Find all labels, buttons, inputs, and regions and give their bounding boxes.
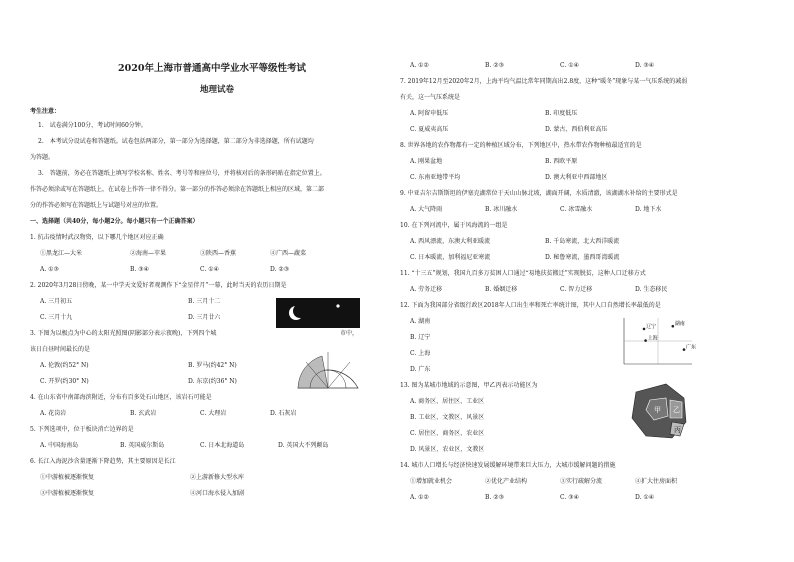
plot-point-label: 湖南 <box>674 321 685 328</box>
q10-option-d: D. 秘鲁寒流，墨西哥湾暖流 <box>545 254 620 261</box>
q14-option-b: B. ②③ <box>485 494 504 501</box>
q9-option-c: C. 冰雪融水 <box>560 206 593 213</box>
question-7b: 有关，这一气压系统是 <box>400 94 461 101</box>
q10-option-b: B. 千岛寒流，北大西洋暖流 <box>545 238 620 245</box>
notice-1: 1. 试卷满分100分，考试时间60分钟。 <box>38 122 147 129</box>
plot-point-label: 上海 <box>647 335 658 342</box>
q6-item-4: ④河口海水侵入加剧 <box>190 490 245 497</box>
q11-option-b: B. 婚姻迁移 <box>485 286 518 293</box>
q13-option-c: C. 居住区、商务区、农业区 <box>410 430 485 437</box>
left-column <box>30 0 388 562</box>
moon-figure <box>276 298 360 328</box>
q3-option-d: D. 东京(约36° N) <box>188 378 237 385</box>
q1-option-b: B. ③④ <box>130 266 149 273</box>
q8-option-a: A. 刚果盆地 <box>410 158 443 165</box>
q13-option-a: A. 商务区、居住区、工业区 <box>410 398 485 405</box>
q2-option-c: C. 三月十九 <box>40 314 73 321</box>
q4-option-d: D. 石灰岩 <box>270 410 297 417</box>
plot-point <box>672 325 675 328</box>
question-13: 13. 图为某城市地域的示意图，甲乙丙表示功能区为 <box>400 382 538 389</box>
q1-item-2: ②海南—苹果 <box>130 250 167 257</box>
q13-option-d: D. 风景区、农业区、文教区 <box>410 446 485 453</box>
q5-option-d: D. 英国大不列颠岛 <box>278 442 329 449</box>
q14-option-a: A. ①② <box>410 494 429 501</box>
q14-item-3: ③实行疏解分流 <box>560 478 603 485</box>
q8-option-b: B. 西欧平原 <box>545 158 578 165</box>
q12-option-c: C. 上海 <box>410 350 431 357</box>
q10-option-c: C. 日本暖流，加利福尼亚寒流 <box>410 254 491 261</box>
question-7: 7. 2019年12月至2020年2月，上海平均气温比常年同期高出2.8度，这种“暖冬”现象与某一气压系统的减弱 <box>400 78 688 85</box>
q11-option-c: C. 智力迁移 <box>560 286 593 293</box>
question-12: 12. 下面为我国部分省级行政区2018年人口出生率和死亡率统计图，其中人口自然增长率最低的是 <box>400 302 661 309</box>
birth-death-rate-plot <box>616 314 697 370</box>
q1-item-4: ④广西—蔬菜 <box>270 250 307 257</box>
plot-point <box>643 328 646 331</box>
q3-option-a: A. 伦敦(约52° N) <box>40 362 89 369</box>
q14-item-1: ①增加就业机会 <box>410 478 453 485</box>
q1-option-d: D. ②③ <box>270 266 290 273</box>
q11-option-d: D. 生态移民 <box>635 286 668 293</box>
plot-point <box>683 348 686 351</box>
q2-option-b: B. 三月十二 <box>188 298 221 305</box>
right-column <box>400 0 770 562</box>
q11-option-a: A. 劳务迁移 <box>410 286 443 293</box>
exam-subtitle: 地理试卷 <box>200 85 235 95</box>
question-10: 10. 在下列河流中，属于风海流的一组是 <box>400 222 508 229</box>
q8-option-d: D. 澳大利亚中西部地区 <box>545 174 608 181</box>
notice-2b: 为答题。 <box>30 154 55 161</box>
crescent-moon-icon <box>276 298 360 328</box>
q13-option-b: B. 工业区、文教区、风景区 <box>410 414 485 421</box>
notice-3c: 分的作答必须写在答题纸上与试题号对应的位置。 <box>30 202 163 209</box>
q1-option-a: A. ①③ <box>40 266 59 273</box>
plot-point-label: 辽宁 <box>646 323 657 330</box>
q6-item-3: ③中游植被逐渐恢复 <box>40 490 95 497</box>
question-3b: 该日白昼时间最长的是 <box>30 346 91 353</box>
plot-point-label: 广东 <box>686 344 697 351</box>
q9-option-a: A. 大气降雨 <box>410 206 443 213</box>
question-3-end: 市中， <box>340 330 359 337</box>
section-heading: 一、选择题（共40分，每小题2分。每小题只有一个正确答案） <box>30 218 199 225</box>
q14-option-c: C. ③④ <box>560 494 579 501</box>
q9-option-d: D. 地下水 <box>635 206 662 213</box>
q4-option-a: A. 花岗岩 <box>40 410 67 417</box>
q3-option-b: B. 罗马(约42° N) <box>188 362 237 369</box>
question-3: 3. 下图为以极点为中心的太阳光照图(阴影部分表示夜晚)，下列四个城 <box>30 330 217 337</box>
question-6: 6. 长江入海泥沙含量逐渐下降趋势，其主要原因是长江 <box>30 458 176 465</box>
city-function-map <box>626 378 692 444</box>
q5-option-b: B. 英国威尔斯岛 <box>120 442 165 449</box>
q6-option-c: C. ①④ <box>560 62 579 69</box>
question-11: 11. “十三五”规划，我国九百多万贫困人口通过“易地扶贫搬迁”实现脱贫，这种人口迁移方式 <box>400 270 646 277</box>
q6-option-b: B. ②③ <box>485 62 504 69</box>
q6-option-d: D. ③④ <box>635 62 655 69</box>
q7-option-a: A. 阿留申低压 <box>410 110 449 117</box>
q7-option-b: B. 印度低压 <box>545 110 578 117</box>
q14-item-4: ④扩大住房面积 <box>635 478 678 485</box>
notice-3: 3. 答题前，务必在答题纸上填写学校名称、姓名、考号等和座位号，并将核对后的条形码贴在指定位置上。 <box>38 170 326 177</box>
question-4: 4. 在山东省中南部海滨附近，分布有百多处石山地区，该岩石可能是 <box>30 394 212 401</box>
question-9: 9. 中亚吉尔吉斯斯坦的伊塞克湖常位于天山山脉北坡，湖面开阔，水质清澈，该湖湖水补给的主要形式是 <box>400 190 678 197</box>
question-2: 2. 2020年3月28日傍晚，某一中学天文爱好者观测作下“金星伴月”一幕，此时当天的农历日期是 <box>30 282 287 289</box>
q4-option-b: B. 玄武岩 <box>130 410 157 417</box>
q12-option-a: A. 湖南 <box>410 318 431 325</box>
q7-option-d: D. 蒙古、西伯利亚高压 <box>545 126 608 133</box>
question-5: 5. 下列选项中，位于板块消亡边界的是 <box>30 426 134 433</box>
notice-heading: 考生注意： <box>30 108 61 115</box>
map-label-yi: 乙 <box>673 406 680 414</box>
q10-option-a: A. 西风漂流，东澳大利亚暖流 <box>410 238 491 245</box>
q5-option-a: A. 中国海南岛 <box>40 442 79 449</box>
q6-item-2: ②上游新修大型水库 <box>190 474 245 481</box>
question-14: 14. 城市人口增长与经济快速发展缓解环境带来巨大压力，大城市缓解问题的措施 <box>400 462 616 469</box>
polar-illumination-diagram <box>292 334 364 390</box>
question-1: 1. 抗击疫情时武汉物资，以下哪几个地区对应正确 <box>30 234 164 241</box>
q12-option-b: B. 辽宁 <box>410 334 431 341</box>
q6-item-1: ①中游植被逐渐恢复 <box>40 474 95 481</box>
notice-3b: 作答必须涂或写在答题纸上，在试卷上作答一律不得分。第一部分的作答必须涂在答题纸上相应的区域，第二部 <box>30 186 325 193</box>
q7-option-c: C. 夏威夷高压 <box>410 126 449 133</box>
q14-item-2: ②优化产业结构 <box>485 478 528 485</box>
q2-option-a: A. 三月初五 <box>40 298 73 305</box>
plot-point <box>644 339 647 342</box>
q3-option-c: C. 开罗(约30° N) <box>40 378 89 385</box>
q1-option-c: C. ①④ <box>200 266 219 273</box>
map-label-bing: 丙 <box>674 426 681 434</box>
q14-option-d: D. ①④ <box>635 494 655 501</box>
q6-option-a: A. ①② <box>410 62 429 69</box>
q5-option-c: C. 日本北海道岛 <box>200 442 245 449</box>
q8-option-c: C. 东南亚地带平均 <box>410 174 461 181</box>
question-8: 8. 世界各地的农作物都有一定的种植区域分布，下列地区中，热水带农作物种植最适宜的是 <box>400 142 642 149</box>
q12-option-d: D. 广东 <box>410 366 431 373</box>
q1-item-3: ③陕西—香蕉 <box>200 250 237 257</box>
notice-2: 2. 本考试分设试卷和答题纸。试卷包括两部分，第一部分为选择题，第二部分为非选择题，所有试题均 <box>38 138 314 145</box>
q2-option-d: D. 三月廿六 <box>188 314 221 321</box>
map-label-jia: 甲 <box>654 406 661 414</box>
q1-item-1: ①黑龙江—大米 <box>40 250 83 257</box>
exam-title: 2020年上海市普通高中学业水平等级性考试 <box>118 63 306 74</box>
q9-option-b: B. 冰川融水 <box>485 206 518 213</box>
q4-option-c: C. 大理岩 <box>200 410 227 417</box>
